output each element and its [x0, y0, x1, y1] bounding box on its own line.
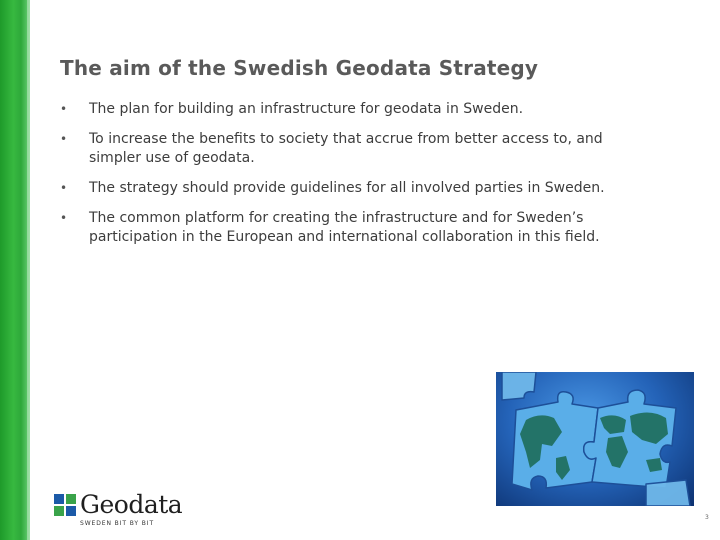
geodata-logo-icon — [54, 494, 76, 516]
bullet-text: The strategy should provide guidelines for all involved parties in Sweden. — [89, 180, 605, 196]
bullet-icon: • — [60, 102, 68, 116]
bullet-text: To increase the benefits to society that accrue from better access to, and simpler use of geodata. — [89, 131, 603, 166]
green-side-bar — [0, 0, 30, 540]
slide-title: The aim of the Swedish Geodata Strategy — [60, 56, 539, 80]
page-number: 3 — [705, 514, 709, 521]
bullet-item — [60, 130, 620, 168]
geodata-logo — [54, 490, 194, 530]
bullet-item — [60, 209, 620, 247]
bullet-icon: • — [60, 211, 68, 225]
bullet-item — [60, 179, 620, 198]
world-map-puzzle-icon — [496, 372, 694, 506]
bullet-text: The common platform for creating the infrastructure and for Sweden’s participation in the European and international collaboration in this field. — [89, 210, 600, 245]
bullet-icon: • — [60, 181, 68, 195]
bullet-icon: • — [60, 132, 68, 146]
logo-name: Geodata — [80, 490, 183, 519]
logo-tagline: SWEDEN BIT BY BIT — [80, 520, 155, 527]
bullet-item — [60, 100, 620, 119]
bullet-text: The plan for building an infrastructure for geodata in Sweden. — [89, 101, 524, 117]
bullet-list — [60, 100, 620, 258]
